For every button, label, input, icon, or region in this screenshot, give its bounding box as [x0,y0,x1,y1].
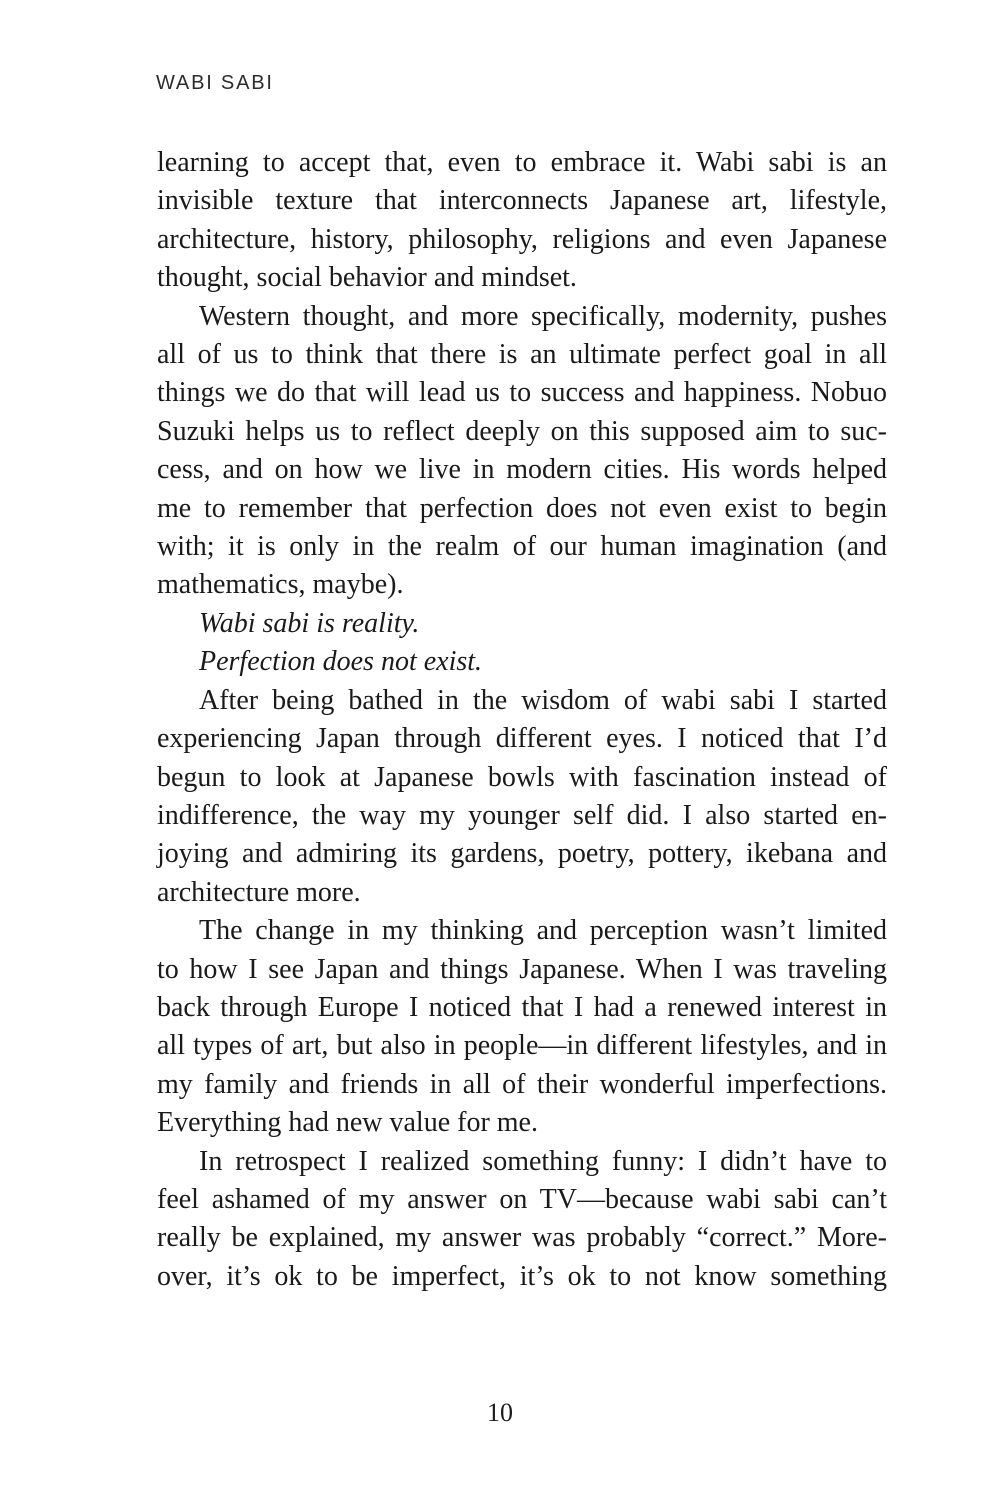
text-line: indifference, the way my younger self did. I also started en- [157,799,887,831]
text-line: After being bathed in the wisdom of wabi sabi I started [199,684,887,716]
text-line: cess, and on how we live in modern cities. His words helped [157,454,887,486]
text-line: over, it’s ok to be imperfect, it’s ok to not know something [157,1260,887,1292]
text-line: things we do that will lead us to success and happiness. Nobuo [157,377,887,409]
paragraph [157,1143,887,1297]
text-block [157,144,887,1296]
text-line: to how I see Japan and things Japanese. When I was traveling [157,953,887,985]
text-line: begun to look at Japanese bowls with fascination instead of [157,761,887,793]
text-line: architecture, history, philosophy, religions and even Japanese [157,223,887,255]
paragraph [157,144,887,298]
paragraph [157,298,887,605]
page-number: 10 [487,1398,513,1427]
text-line: joying and admiring its gardens, poetry, pottery, ikebana and [157,838,887,870]
text-line: mathematics, maybe). [157,569,404,601]
paragraph [157,643,887,681]
text-line: my family and friends in all of their wonderful imperfections. [157,1068,887,1100]
text-line: me to remember that perfection does not even exist to begin [157,492,887,524]
text-line: with; it is only in the realm of our human imagination (and [157,531,887,563]
text-line: Perfection does not exist. [199,646,483,678]
text-line: all types of art, but also in people—in different lifestyles, and in [157,1030,887,1062]
text-line: back through Europe I noticed that I had a renewed interest in [157,991,887,1023]
text-line: learning to accept that, even to embrace it. Wabi sabi is an [157,147,887,178]
text-line: all of us to think that there is an ultimate perfect goal in all [157,339,887,371]
text-line: Western thought, and more specifically, modernity, pushes [199,300,887,332]
text-line: really be explained, my answer was probably “correct.” More- [157,1222,887,1254]
text-line: Wabi sabi is reality. [199,607,420,639]
running-header-title: WABI SABI [156,72,274,94]
text-line: feel ashamed of my answer on TV—because wabi sabi can’t [157,1183,887,1215]
text-line: In retrospect I realized something funny: I didn’t have to [199,1145,887,1177]
text-line: invisible texture that interconnects Japanese art, lifestyle, [157,185,887,217]
text-line: Suzuki helps us to reflect deeply on this supposed aim to suc- [157,415,887,447]
text-line: thought, social behavior and mindset. [157,262,577,294]
paragraph [157,682,887,912]
paragraph [157,605,887,643]
text-line: architecture more. [157,876,361,908]
text-line: The change in my thinking and perception wasn’t limited [199,915,887,947]
text-line: experiencing Japan through different eyes. I noticed that I’d [157,723,887,755]
text-line: Everything had new value for me. [157,1107,538,1139]
paragraph [157,912,887,1142]
